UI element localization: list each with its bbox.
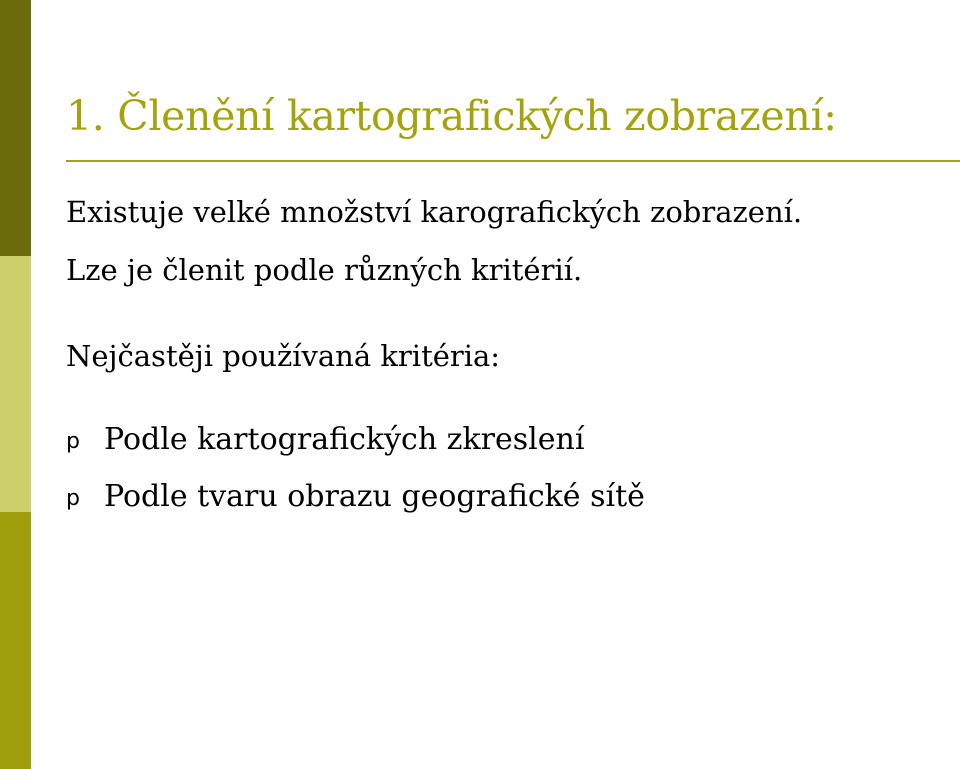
list-item — [66, 420, 786, 460]
paragraph-intro: Existuje velké množství karografických zobrazení. — [66, 195, 803, 229]
side-accent-segment-middle — [0, 256, 31, 512]
list-item-text: Podle kartografických zkreslení — [104, 422, 585, 457]
slide-title: 1. Členění kartografických zobrazení: — [66, 92, 837, 140]
list-item-text: Podle tvaru obrazu geografické sítě — [104, 479, 645, 514]
paragraph-list-heading: Nejčastěji používaná kritéria: — [66, 339, 501, 373]
bullet-marker: p — [66, 429, 80, 454]
side-accent-segment-top — [0, 0, 31, 256]
side-accent-segment-bottom — [0, 512, 31, 769]
side-accent-bar — [0, 0, 31, 769]
title-underline — [66, 160, 960, 162]
list-item — [66, 477, 786, 517]
bullet-marker: p — [66, 486, 80, 511]
paragraph-criteria-note: Lze je členit podle různých kritérií. — [66, 253, 583, 287]
